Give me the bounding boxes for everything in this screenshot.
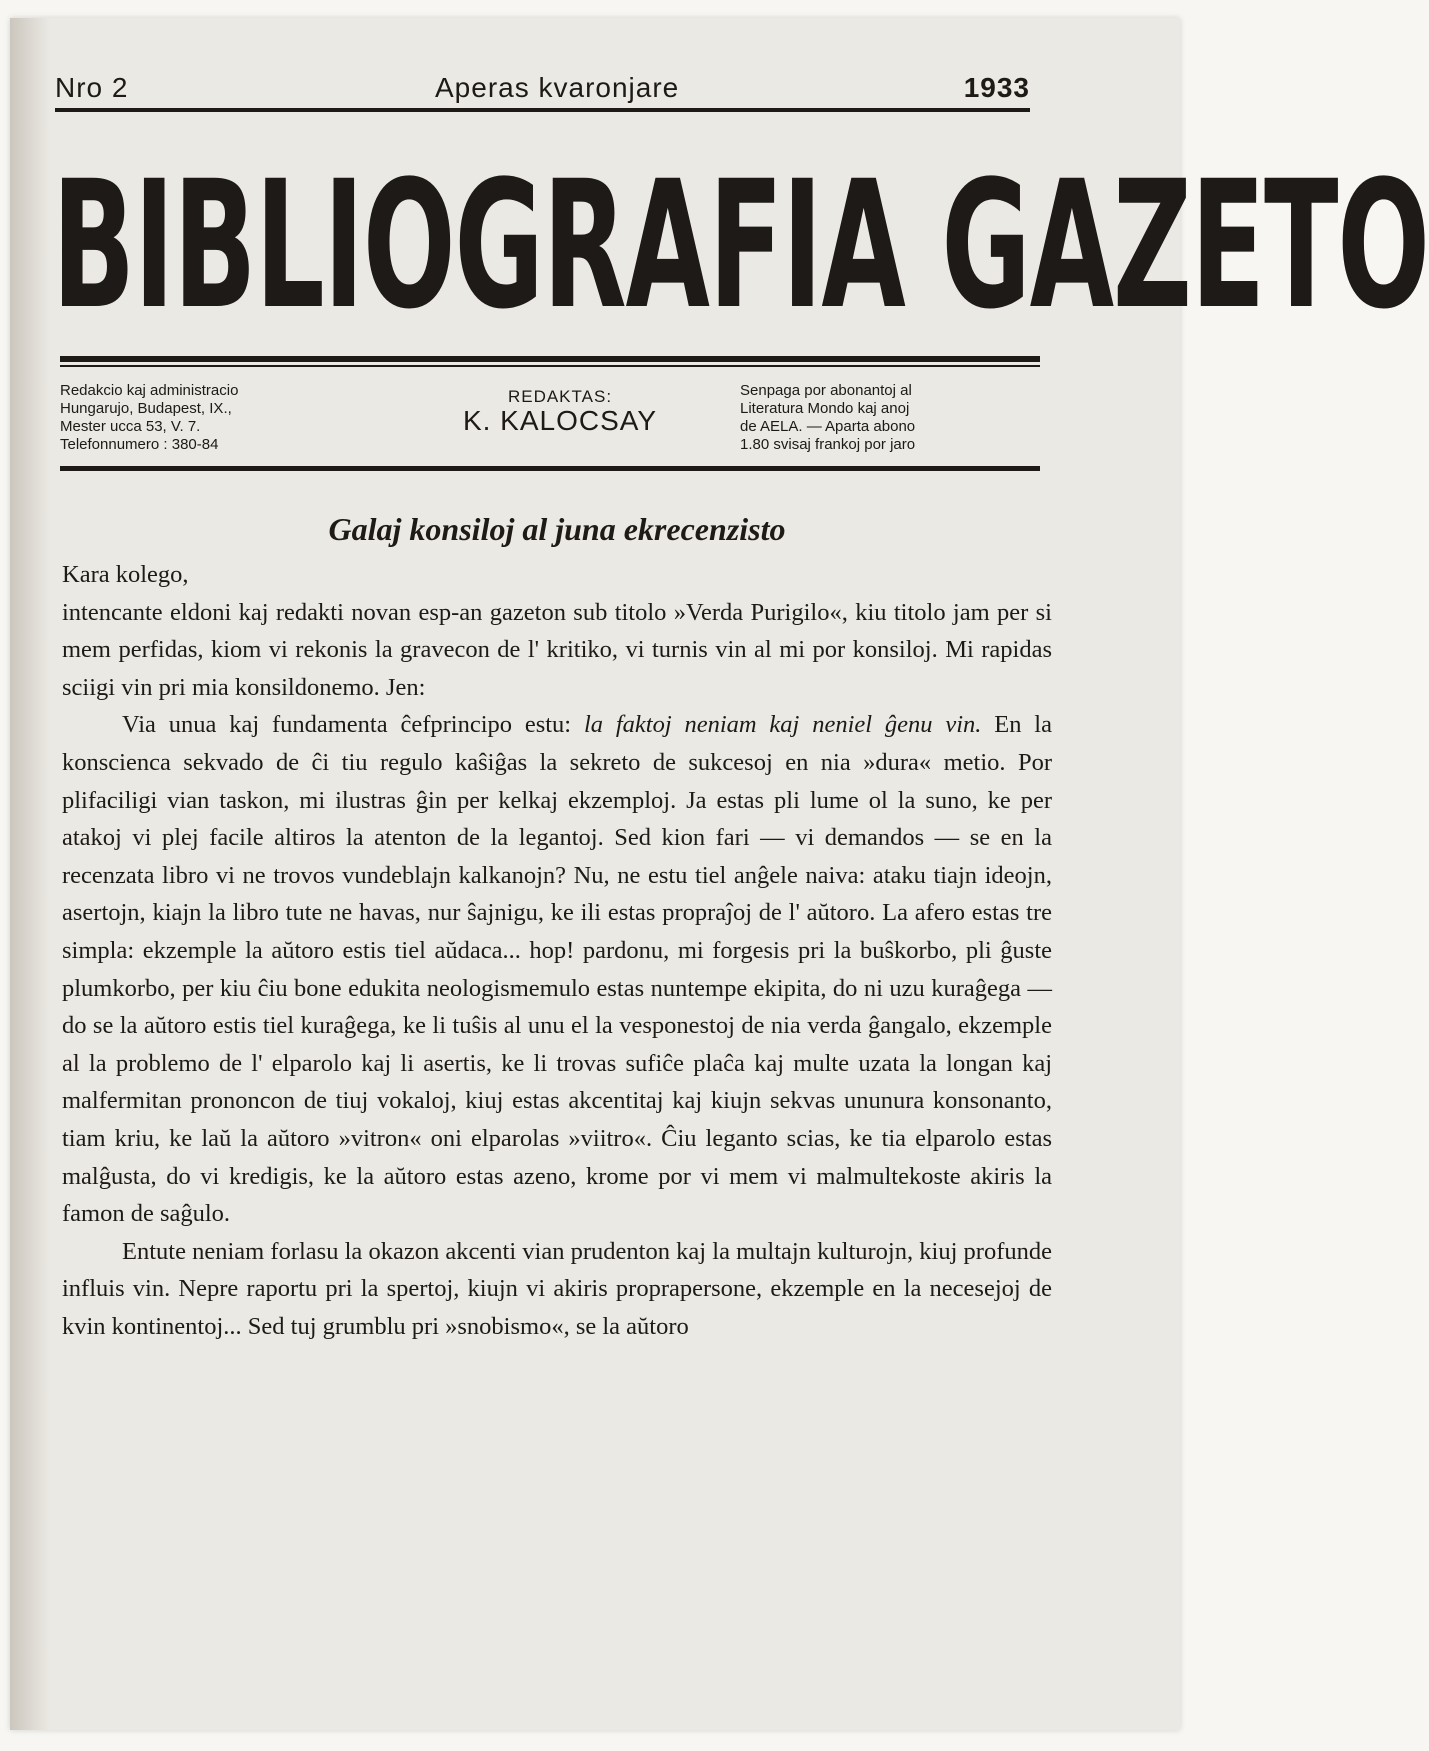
document-page	[10, 18, 1429, 1730]
paragraph-text: En la konscienca sekvado de ĉi tiu regulo kaŝiĝas la sekreto de sukcesoj en nia »dura« metio. Por plifaciligi vian taskon, mi ilustras ĝin per kelkaj ekzemploj. Ja estas pli lume ol la suno, ke per atakoj vi plej facile altiros la atenton de la legantoj. Sed kion fari — vi demandos — se en la recenzata libro vi ne trovos vundeblajn kalkanojn? Nu, ne estu tiel anĝele naiva: ataku tiajn ideojn, asertojn, kiajn la libro tute ne havas, nur ŝajnigu, ke ili estas propraĵoj de l' aŭtoro. La afero estas tre simpla: ekzemple la aŭtoro estis tiel aŭdaca... hop! pardonu, mi forgesis pri la buŝkorbo, pli ĝuste plumkorbo, per kiu ĉiu bone edukita neologismemulo estas nuntempe ekipita, do ni uzu kuraĝega — do se la aŭtoro estis tiel kuraĝega, ke li tuŝis al unu el la vesponestoj de nia verda ĝangalo, ekzemple al la problemo de l' elparolo kaj li asertis, ke li trovas sufiĉe plaĉa kaj multe uzata la longan kaj malfermitan prononcon de tiuj vokaloj, kiuj estas akcentitaj kaj kiujn sekvas ununura konsonanto, tiam kriu, ke laŭ la aŭtoro »vitron« oni elparolas »viitro«. Ĉiu leganto scias, ke tia elparolo estas malĝusta, do vi kredigis, ke la aŭtoro estas azeno, krome por vi mem vi malmultekoste akiris la famon de saĝulo.	[62, 711, 1052, 1228]
masthead-rule	[60, 356, 1040, 362]
article-paragraph	[62, 706, 1052, 1232]
emphasized-text: la faktoj neniam kaj neniel ĝenu vin.	[583, 711, 982, 739]
editor-label: REDAKTAS:	[507, 387, 613, 406]
editor-block	[420, 378, 700, 436]
masthead-title: BIBLIOGRAFIA GAZETO	[52, 143, 1429, 348]
paragraph-text: Via unua kaj fundamenta ĉefprincipo estu:	[122, 711, 584, 739]
address-line: Mester ucca 53, V. 7.	[60, 418, 201, 435]
address-line: Hungarujo, Budapest, IX.,	[60, 400, 232, 417]
issue-number: Nro 2	[55, 72, 129, 103]
article-paragraph: intencante eldoni kaj redakti novan esp-an gazeton sub titolo »Verda Purigilo«, kiu titolo jam per si mem perfidas, kiom vi rekonis la gravecon de l' kritiko, vi turnis vin al mi por konsiloj. Mi rapidas sciigi vin pri mia konsildonemo. Jen:	[62, 598, 1052, 701]
subscription-block	[740, 382, 1040, 454]
subscription-line: 1.80 svisaj frankoj por jaro	[740, 436, 916, 453]
info-rule	[60, 466, 1040, 471]
article-salutation: Kara kolego,	[62, 561, 189, 588]
subscription-line: Literatura Mondo kaj anoj	[740, 400, 910, 417]
address-line: Telefonnumero : 380-84	[60, 436, 219, 453]
editor-name: K. KALOCSAY	[462, 405, 658, 436]
article-paragraph: Entute neniam forlasu la okazon akcenti vian prudenton kaj la multajn kulturojn, kiuj profunde influis vin. Nepre raportu pri la spertoj, kiujn vi akiris proprapersone, ekzemple en la necesejoj de kvin kontinentoj... Sed tuj grumblu pri »snobismo«, se la aŭtoro	[62, 1237, 1052, 1340]
issue-header	[55, 68, 1030, 112]
address-line: Redakcio kaj administracio	[60, 382, 239, 399]
issue-frequency: Aperas kvaronjare	[435, 72, 680, 103]
article-title: Galaj konsiloj al juna ekrecenzisto	[328, 511, 786, 547]
subscription-line: de AELA. — Aparta abono	[740, 418, 916, 435]
address-block	[60, 382, 370, 454]
publication-info	[60, 378, 1040, 468]
subscription-line: Senpaga por abonantoj al	[740, 382, 912, 399]
issue-year: 1933	[963, 72, 1030, 103]
masthead-rule-thin	[60, 365, 1040, 367]
article	[62, 508, 1052, 1345]
